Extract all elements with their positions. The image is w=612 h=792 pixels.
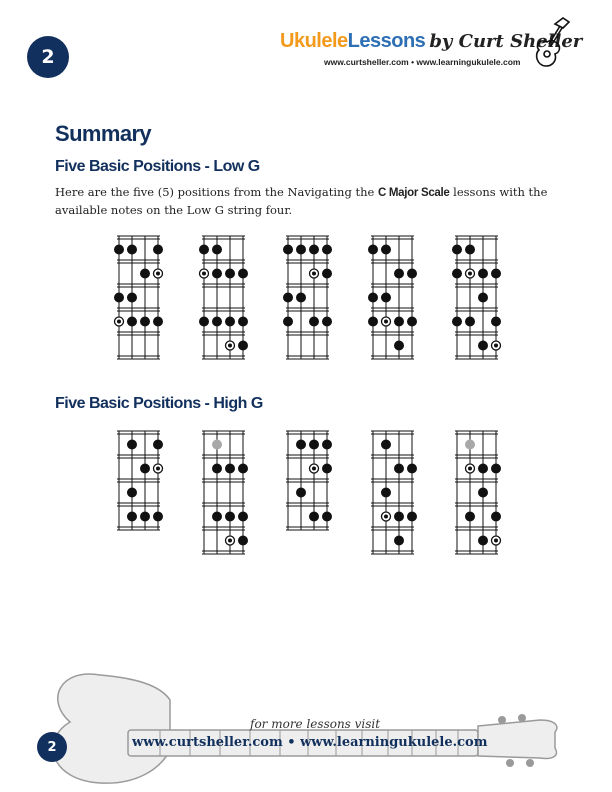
root-note-center bbox=[228, 344, 232, 348]
note-marker bbox=[491, 464, 501, 474]
note-marker bbox=[478, 464, 488, 474]
chord-diagram-low-1 bbox=[112, 232, 167, 372]
note-marker bbox=[140, 317, 150, 327]
note-marker bbox=[368, 293, 378, 303]
note-marker bbox=[225, 464, 235, 474]
note-marker bbox=[283, 317, 293, 327]
note-marker bbox=[309, 317, 319, 327]
note-marker bbox=[407, 317, 417, 327]
note-marker bbox=[478, 488, 488, 498]
note-marker bbox=[225, 269, 235, 279]
chord-diagram-low-2 bbox=[197, 232, 252, 372]
note-marker bbox=[127, 245, 137, 255]
note-marker bbox=[114, 245, 124, 255]
note-marker bbox=[381, 440, 391, 450]
optional-note-marker bbox=[465, 440, 475, 450]
note-marker bbox=[322, 440, 332, 450]
optional-note-marker bbox=[212, 440, 222, 450]
root-note-center bbox=[156, 272, 160, 276]
note-marker bbox=[283, 245, 293, 255]
note-marker bbox=[322, 317, 332, 327]
note-marker bbox=[140, 464, 150, 474]
chord-diagram-low-5 bbox=[450, 232, 505, 372]
note-marker bbox=[381, 488, 391, 498]
page-number: 2 bbox=[41, 46, 55, 68]
note-marker bbox=[153, 317, 163, 327]
note-marker bbox=[322, 464, 332, 474]
note-marker bbox=[394, 512, 404, 522]
note-marker bbox=[407, 269, 417, 279]
root-note-center bbox=[312, 467, 316, 471]
note-marker bbox=[478, 341, 488, 351]
note-marker bbox=[153, 512, 163, 522]
page-title: Summary bbox=[55, 121, 152, 146]
note-marker bbox=[238, 536, 248, 546]
note-marker bbox=[309, 440, 319, 450]
brand-header bbox=[280, 28, 583, 72]
note-marker bbox=[394, 317, 404, 327]
note-marker bbox=[114, 293, 124, 303]
note-marker bbox=[238, 317, 248, 327]
ukulele-logo-icon bbox=[533, 16, 575, 74]
note-marker bbox=[212, 464, 222, 474]
root-note-center bbox=[494, 539, 498, 543]
root-note-center bbox=[468, 467, 472, 471]
note-marker bbox=[465, 317, 475, 327]
note-marker bbox=[212, 317, 222, 327]
note-marker bbox=[296, 488, 306, 498]
chord-diagram-high-1 bbox=[112, 427, 167, 567]
note-marker bbox=[478, 269, 488, 279]
page-number-badge bbox=[27, 36, 69, 78]
note-marker bbox=[127, 488, 137, 498]
root-note-center bbox=[228, 539, 232, 543]
footer-page-number: 2 bbox=[47, 739, 57, 755]
note-marker bbox=[283, 293, 293, 303]
note-marker bbox=[127, 317, 137, 327]
note-marker bbox=[199, 317, 209, 327]
note-marker bbox=[465, 245, 475, 255]
note-marker bbox=[452, 245, 462, 255]
note-marker bbox=[238, 464, 248, 474]
note-marker bbox=[225, 512, 235, 522]
section-title-high-g: Five Basic Positions - High G bbox=[55, 395, 263, 412]
note-marker bbox=[212, 245, 222, 255]
note-marker bbox=[407, 512, 417, 522]
note-marker bbox=[394, 341, 404, 351]
chord-diagram-high-3 bbox=[281, 427, 336, 567]
note-marker bbox=[296, 245, 306, 255]
note-marker bbox=[153, 245, 163, 255]
note-marker bbox=[465, 512, 475, 522]
note-marker bbox=[127, 440, 137, 450]
footer-note: for more lessons visit bbox=[250, 717, 381, 731]
intro-text-bold: C Major Scale bbox=[377, 187, 450, 199]
note-marker bbox=[452, 269, 462, 279]
note-marker bbox=[491, 317, 501, 327]
note-marker bbox=[127, 512, 137, 522]
note-marker bbox=[368, 245, 378, 255]
brand-word-lessons: Lessons bbox=[347, 30, 426, 52]
note-marker bbox=[309, 245, 319, 255]
note-marker bbox=[238, 269, 248, 279]
root-note-center bbox=[156, 467, 160, 471]
intro-paragraph bbox=[55, 184, 565, 219]
root-note-center bbox=[117, 320, 121, 324]
chord-diagram-low-3 bbox=[281, 232, 336, 372]
note-marker bbox=[140, 512, 150, 522]
note-marker bbox=[153, 440, 163, 450]
note-marker bbox=[491, 512, 501, 522]
brand-urls: www.curtsheller.com • www.learningukulele.com bbox=[324, 57, 521, 67]
note-marker bbox=[309, 512, 319, 522]
note-marker bbox=[407, 464, 417, 474]
note-marker bbox=[238, 512, 248, 522]
chord-diagram-low-4 bbox=[366, 232, 421, 372]
note-marker bbox=[478, 293, 488, 303]
note-marker bbox=[322, 269, 332, 279]
note-marker bbox=[296, 440, 306, 450]
chord-diagram-high-5 bbox=[450, 427, 505, 567]
note-marker bbox=[322, 512, 332, 522]
root-note-center bbox=[384, 320, 388, 324]
note-marker bbox=[140, 269, 150, 279]
note-marker bbox=[212, 269, 222, 279]
root-note-center bbox=[384, 515, 388, 519]
note-marker bbox=[199, 245, 209, 255]
note-marker bbox=[225, 317, 235, 327]
root-note-center bbox=[468, 272, 472, 276]
intro-text-start: Here are the five (5) positions from the Navigating the bbox=[55, 185, 378, 199]
root-note-center bbox=[202, 272, 206, 276]
root-note-center bbox=[494, 344, 498, 348]
root-note-center bbox=[312, 272, 316, 276]
chord-diagram-high-4 bbox=[366, 427, 421, 567]
intro-text-end: lessons with the available notes on the Low G string four. bbox=[55, 185, 548, 217]
note-marker bbox=[381, 245, 391, 255]
note-marker bbox=[394, 269, 404, 279]
footer-page-number-badge bbox=[37, 732, 67, 762]
footer-urls: www.curtsheller.com • www.learningukulele.com bbox=[132, 735, 488, 750]
brand-word-ukulele: Ukulele bbox=[280, 30, 348, 52]
chord-diagram-high-2 bbox=[197, 427, 252, 567]
note-marker bbox=[322, 245, 332, 255]
note-marker bbox=[491, 269, 501, 279]
section-title-low-g: Five Basic Positions - Low G bbox=[55, 158, 260, 175]
note-marker bbox=[381, 293, 391, 303]
note-marker bbox=[296, 293, 306, 303]
brand-byline: by Curt Sheller bbox=[429, 31, 583, 52]
note-marker bbox=[212, 512, 222, 522]
note-marker bbox=[238, 341, 248, 351]
note-marker bbox=[127, 293, 137, 303]
note-marker bbox=[394, 536, 404, 546]
note-marker bbox=[394, 464, 404, 474]
note-marker bbox=[478, 536, 488, 546]
note-marker bbox=[368, 317, 378, 327]
note-marker bbox=[452, 317, 462, 327]
